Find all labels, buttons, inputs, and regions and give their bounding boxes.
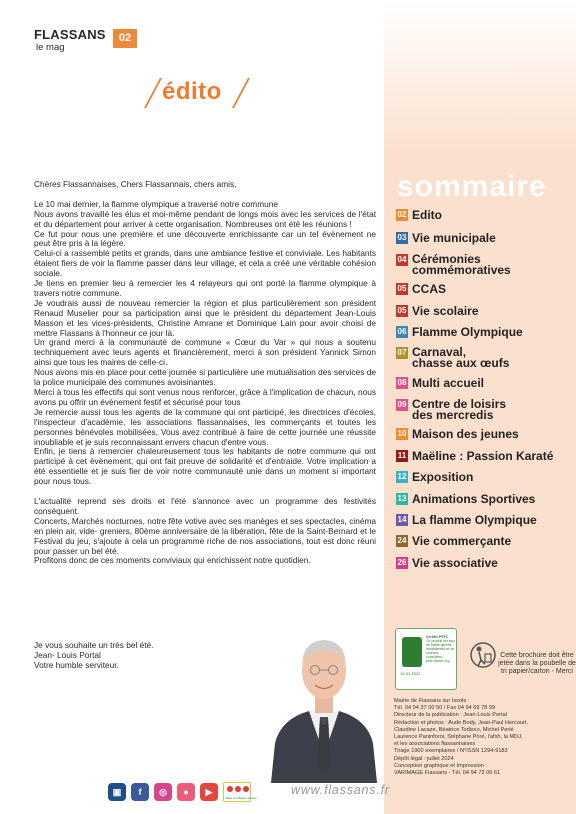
toc-label [412, 377, 484, 390]
toc-label-line: Maëline : Passion Karaté [412, 449, 554, 463]
toc-page-number: 07 [397, 348, 407, 357]
toc-item [396, 326, 523, 339]
credit-line: VARIMAGE Flassans - Tél. 04 94 72 06 61 [394, 770, 501, 777]
toc-label-line: commémoratives [412, 263, 511, 277]
recycle-notice: Cette brochure doit être jetée dans la poubelle de tri papier/carton - Merci [498, 652, 576, 675]
toc-label-line: Animations Sportives [412, 492, 536, 506]
editorial-letter [34, 180, 376, 566]
toc-label-line: Multi accueil [412, 376, 485, 390]
magazine-brand [34, 26, 106, 53]
toc-label-line: CCAS [412, 282, 447, 296]
toc-item [396, 557, 498, 570]
toc-page-number: 14 [397, 515, 407, 524]
flickr-icon[interactable]: ● [177, 783, 195, 801]
paragraph: Nous avons travaillé les élus et moi-même pendant de longs mois avec les services de l'état et du département pour arriver à cette organisation. Nombreuses ont été les réunions ! [34, 208, 376, 229]
section-title [148, 78, 258, 108]
toc-item [396, 305, 479, 318]
villes-villages-fleuris-logo [223, 782, 257, 802]
paragraph: Le 10 mai dernier, la flamme olympique a traversé notre commune [34, 198, 278, 209]
toc-label [412, 254, 511, 276]
toc-page-number: 09 [397, 400, 407, 409]
toc-label [412, 493, 535, 506]
toc-item [396, 399, 506, 421]
toc-page-number: 12 [397, 472, 407, 481]
toc-item [396, 209, 442, 222]
paragraph: Je remercie aussi tous les agents de la commune qui ont participé, les directrices d'écoles, l'inspecteur d'académie, les associations flassannaises, les commerçants et toutes les personnes bénévoles mobilisées, Vous avez contribué à faire de cette journée une réussite inoubliable et je suis reconnaissant envers chacun d'entre vous. [34, 406, 376, 447]
toc-label-line: chasse aux œufs [412, 356, 510, 370]
pefc-logo [395, 628, 457, 690]
toc-item [396, 232, 496, 245]
mayor-portrait [265, 615, 383, 783]
toc-page-number: 02 [397, 210, 407, 219]
pefc-title: Certifié PEFC [426, 635, 449, 639]
toc-label [412, 450, 553, 463]
toc-item [396, 535, 511, 548]
closing-line: Votre humble serviteur. [34, 660, 119, 670]
paragraph: L'actualité reprend ses droits et l'été s'annonce avec un programme des festivités conséquent. [34, 495, 376, 516]
toc-label [412, 514, 537, 527]
toc-label [412, 283, 446, 296]
recycling-icon [470, 640, 496, 670]
toc-page-number: 08 [397, 378, 407, 387]
toc-label [412, 209, 442, 222]
toc-page-number: 13 [397, 494, 407, 503]
paragraph: Enfin, je tiens à remercier chaleureusement tous les habitants de notre commune qui ont participé à cet évènement, qui ont fait preuve de solidarité et d'entraide. Votre implication a été essentielle et je suis fier de voir notre communauté unie dans un moment si important pour nous tous. [34, 446, 376, 487]
pefc-site: pefc-france.org [426, 659, 450, 663]
paragraph: Ce fut pour nous une première et une découverte enrichissante car un tel évènement ne peut être pris à la légère. [34, 228, 376, 249]
paragraph: Je voudrais aussi de nouveau remercier la région et plus particulièrement son président Renaud Muselier pour sa participation ainsi que le président du département Jean-Louis Masson et les vices-présidents, Christine Amrane et Dominique Lain pour avoir choisi de mettre Flassans à l'honneur ce jour là. [34, 297, 376, 338]
toc-item [396, 254, 511, 276]
credit-line: Conception graphique et Impression : [394, 762, 487, 769]
toc-label [412, 471, 473, 484]
app-icon[interactable]: ▣ [108, 783, 126, 801]
toc-label-line: La flamme Olympique [412, 513, 537, 527]
toc-item [396, 377, 484, 390]
paragraph: Profitons donc de ces moments conviviaux qui enrichissent notre quotidien. [34, 555, 311, 566]
credit-line: Directeur de la publication : Jean-Louis Portal [394, 712, 507, 719]
signature-name: Jean- Louis Portal [34, 650, 101, 660]
letter-closing [34, 640, 234, 670]
toc-page-number: 04 [397, 255, 407, 264]
paragraph: Merci à tous les effectifs qui sont venus nous renforcer, grâce à l'implication de chacun, nous avons pu offrir un évènement festif et sécurisé pour tous [34, 387, 376, 407]
toc-item [396, 347, 509, 369]
toc-label-line: Centre de loisirs [412, 397, 507, 411]
toc-label-line: Vie scolaire [412, 304, 479, 318]
toc-item [396, 471, 473, 484]
credit-line: Tirage 1900 exemplaires / N°ISSN 1294-9183 [394, 748, 508, 755]
paragraph: Celui-ci a rassemblé petits et grands, dans une ambiance festive et conviviale. Les habitants étaient fiers de voir la flamme passer dans leur village, et cela a créé une véritable cohésion sociale. [34, 248, 376, 279]
toc-label [412, 535, 511, 548]
tree-icon [402, 637, 422, 667]
toc-label-line: des mercredis [412, 408, 494, 422]
toc-label-line: Carnaval, [412, 345, 467, 359]
toc-label [412, 326, 523, 339]
toc-label [412, 428, 519, 441]
toc-page-number: 06 [397, 327, 407, 336]
paragraph: Concerts, Marchés nocturnes, notre fête votive avec ses manèges et ses spectacles, cinéma en plein air, vide- greniers, 80ème anniversaire de la libération, fête de la Saint-Bernard et le Festival du jeu, s'ajoute à cela un programme riche de nos associations, tout est donc réuni pour passer un bel été. [34, 515, 376, 556]
toc-label-line: Vie associative [412, 556, 498, 570]
greeting: Chères Flassannaises, Chers Flassannais, chers amis, [34, 179, 237, 189]
toc-label-line: Vie commerçante [412, 534, 512, 548]
pefc-text: Ce produit est issu de forêts gérées durablement et de sources contrôlées. [426, 639, 455, 659]
toc-page-number: 05 [397, 284, 407, 293]
credit-line: Dépôt légal : juillet 2024 [394, 755, 454, 762]
toc-label-line: Vie municipale [412, 231, 496, 245]
toc-label [412, 557, 498, 570]
toc-page-number: 03 [397, 233, 407, 242]
credit-line: et les associations flassannaises [394, 741, 476, 748]
youtube-icon[interactable]: ▶ [200, 783, 218, 801]
credit-line: Claudine Lacaze, Béatrice Todisco, Michel Perié [394, 726, 514, 733]
page-number: 02 [113, 29, 137, 48]
credit-line: Mairie de Flassans sur Issole : [394, 698, 470, 704]
social-links [108, 782, 257, 802]
toc-item [396, 283, 446, 296]
toc-label-line: Flamme Olympique [412, 325, 523, 339]
paragraph: Je tiens en premier lieu à remercier les 4 relayeurs qui ont porté la flamme olympique à travers notre commune. [34, 278, 376, 298]
toc-label [412, 232, 496, 245]
brand-name: FLASSANS [34, 27, 106, 42]
toc-label [412, 347, 509, 369]
toc-item [396, 493, 535, 506]
toc-page-number: 10 [397, 429, 407, 438]
sommaire-title: sommaire [397, 170, 547, 203]
toc-item [396, 428, 519, 441]
toc-item [396, 514, 537, 527]
paragraph: Nous avons mis en place pour cette journée si particulière une mutualisation des services de la police municipale des communes avoisinantes. [34, 367, 376, 388]
pefc-code: 10-31-1922 [400, 671, 421, 676]
toc-label-line: Maison des jeunes [412, 427, 519, 441]
closing-line: Je vous souhaite un très bel été. [34, 640, 154, 650]
credit-line: Laurence Paninforni, Stéphane Poré, l'afsh, la MDJ, [394, 734, 523, 741]
toc-page-number: 11 [397, 451, 407, 460]
toc-label [412, 399, 506, 421]
credit-line: Tél. 04 94 37 00 50 / Fax 04 94 69 78 99 [394, 705, 496, 712]
facebook-icon[interactable]: f [131, 783, 149, 801]
toc-label-line: Edito [412, 208, 442, 222]
publication-credits [394, 698, 574, 777]
instagram-icon[interactable]: ◎ [154, 783, 172, 801]
section-title-text: édito [162, 78, 222, 105]
toc-page-number: 26 [397, 558, 407, 567]
toc-page-number: 24 [397, 536, 407, 545]
credit-line: Rédaction et photos : Aude Body, Jean-Paul Hercourt, [394, 719, 528, 726]
toc-label-line: Exposition [412, 470, 474, 484]
toc-item [396, 450, 553, 463]
website-link[interactable]: www.flassans.fr [291, 783, 390, 797]
paragraph: Un grand merci à la communauté de commune « Cœur du Var » qui nous a soutenu techniquement avec leurs agents et financièrement, merci à son président Yannick Simon ainsi que tous les maires de celle-ci. [34, 337, 376, 368]
toc-page-number: 05 [397, 306, 407, 315]
toc-label-line: Cérémonies [412, 252, 481, 266]
vvf-label: Villes et Villages Fleuris [225, 796, 257, 800]
brand-sub: le mag [36, 42, 65, 53]
toc-label [412, 305, 479, 318]
